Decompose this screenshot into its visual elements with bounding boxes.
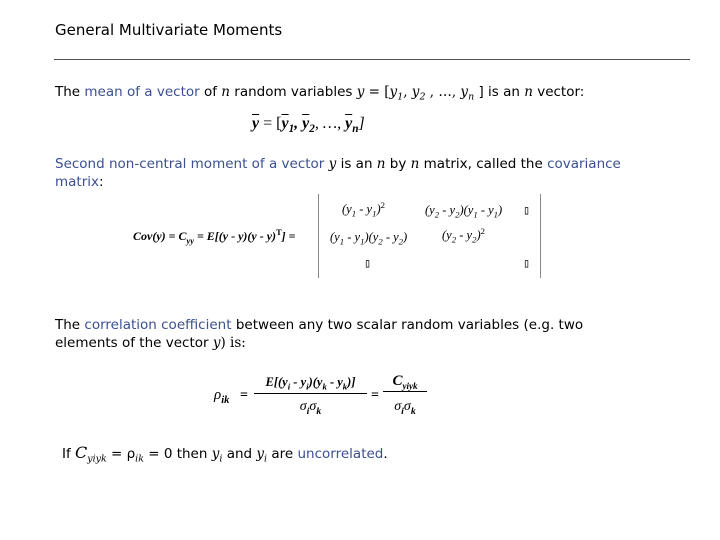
mean-eq-y2: $\overline{y}$ — [302, 115, 310, 132]
second-n1: n — [376, 156, 386, 172]
mean-eq-lhs: $\overline{y}$ — [252, 115, 260, 132]
mean-eq-sn: n — [352, 123, 359, 136]
mean-n: n — [221, 84, 230, 100]
mean-text-2: of — [203, 84, 217, 100]
mean-eq-y1: $\overline{y}$ — [281, 115, 289, 132]
cov-rhs: = E[(y - y)(y - y) — [196, 229, 277, 243]
uncorrelated-highlight: uncorrelated — [297, 446, 384, 462]
mean-text-5: vector: — [537, 84, 585, 100]
mean-text-1: The — [55, 84, 81, 100]
matrix-ellipsis-glyph: ▯ — [523, 203, 531, 217]
mean-text-3: random variables — [234, 84, 353, 100]
corr-c-numerator: $C_{yiyk}$ — [383, 373, 427, 392]
final-rho-sub: ik — [135, 453, 144, 465]
mean-dots: , …, — [429, 84, 457, 100]
corr-text-4: ) is: — [220, 335, 246, 351]
title-divider — [54, 59, 690, 60]
corr-text-3: elements of the vector — [55, 335, 209, 351]
correlation-paragraph — [55, 316, 655, 352]
second-text-1: is an — [340, 156, 373, 172]
cov-lhs: Cov(y) = C — [133, 229, 187, 243]
corr-text-2: between any two scalar random variables (e.g. two — [235, 317, 584, 333]
mean-y: y — [356, 84, 365, 100]
corr-numerator: $E[(y_i - y_i)(y_k - y_k)]$ — [254, 375, 367, 394]
final-s1: i — [219, 453, 223, 465]
cov-sub: yy — [186, 236, 194, 246]
corr-eq-1: = — [240, 388, 248, 403]
mean-eq-dots: , …, — [314, 115, 342, 132]
matrix-left-bracket — [318, 194, 323, 278]
matrix-cell-22: $(y_2 - y_2)^2$ — [442, 226, 485, 245]
second-text-4: : — [99, 174, 104, 190]
final-y2: y — [256, 446, 265, 462]
final-s2: i — [264, 453, 268, 465]
corr-eq-2: = — [371, 388, 379, 403]
covariance-equation-lhs — [133, 228, 296, 245]
mean-y2: y — [411, 84, 420, 100]
mean-sn: n — [468, 91, 475, 103]
uncorrelated-statement — [62, 444, 388, 469]
final-text-2: = 0 then — [148, 446, 208, 462]
corr-c-denominator: $\sigma_i\sigma_k$ — [394, 399, 416, 417]
final-eq: = — [110, 446, 123, 462]
mean-s2: 2 — [419, 91, 426, 103]
mean-s1: 1 — [397, 91, 404, 103]
final-c-sub: yiyk — [87, 453, 107, 465]
second-y: y — [328, 156, 337, 172]
corr-y: y — [212, 335, 221, 351]
mean-highlight: mean of a vector — [84, 84, 200, 100]
final-text-5: . — [383, 446, 388, 462]
covariance-paragraph — [55, 155, 655, 191]
cov-end: ] = — [281, 229, 296, 243]
matrix-cell-11: $(y_1 - y_1)^2$ — [342, 200, 385, 219]
mean-eq-mid: = [ — [263, 115, 282, 132]
final-text-3: and — [226, 446, 253, 462]
matrix-right-bracket — [536, 194, 541, 278]
second-n2: n — [410, 156, 420, 172]
slide-title: General Multivariate Moments — [55, 21, 283, 39]
matrix-cell-12: $(y_2 - y_2)(y_1 - y_1)$ — [425, 203, 503, 220]
final-rho: ρ — [126, 446, 136, 462]
matrix-glyph-33: ▯ — [523, 256, 531, 270]
mean-y1: y — [389, 84, 398, 100]
corr-text-1: The — [55, 317, 81, 333]
rho-lhs: $\rho_{ik}$ — [214, 387, 230, 406]
mean-n2: n — [524, 84, 533, 100]
second-text-2: by — [389, 156, 407, 172]
corr-denominator: $\sigma_i\sigma_k$ — [299, 399, 322, 417]
cov-T: T — [276, 228, 282, 237]
matrix-glyph-31: ▯ — [364, 256, 372, 270]
covariance-highlight: covariance — [547, 156, 621, 172]
final-y1: y — [211, 446, 220, 462]
second-moment-highlight: Second non-central moment of a vector — [55, 156, 325, 172]
mean-eq-s2: 2 — [309, 123, 315, 136]
matrix-cell-21: $(y_1 - y_1)(y_2 - y_2)$ — [330, 230, 408, 247]
correlation-highlight: correlation coefficient — [84, 317, 232, 333]
mean-yn: y — [460, 84, 469, 100]
mean-eq: = [ — [368, 84, 390, 100]
mean-eq-end: ] — [358, 115, 365, 132]
mean-paragraph: The mean of a vector of n random variables $y = [y_1$, $y_2$ , …, $y_n$ ] is an n vector: — [55, 84, 585, 103]
matrix-highlight: matrix — [55, 174, 100, 190]
final-c: C — [75, 443, 88, 462]
mean-text-4: ] is an — [478, 84, 520, 100]
mean-eq-s1: 1 — [288, 123, 295, 136]
second-text-3: matrix, called the — [423, 156, 543, 172]
final-text-4: are — [271, 446, 294, 462]
final-text-1: If — [62, 446, 71, 462]
mean-eq-yn: $\overline{y}$ — [345, 115, 353, 132]
mean-equation: $\overline{y} = [\overline{y}_1$, $\overline{y}_2$, …, $\overline{y}_n$] — [252, 115, 365, 136]
